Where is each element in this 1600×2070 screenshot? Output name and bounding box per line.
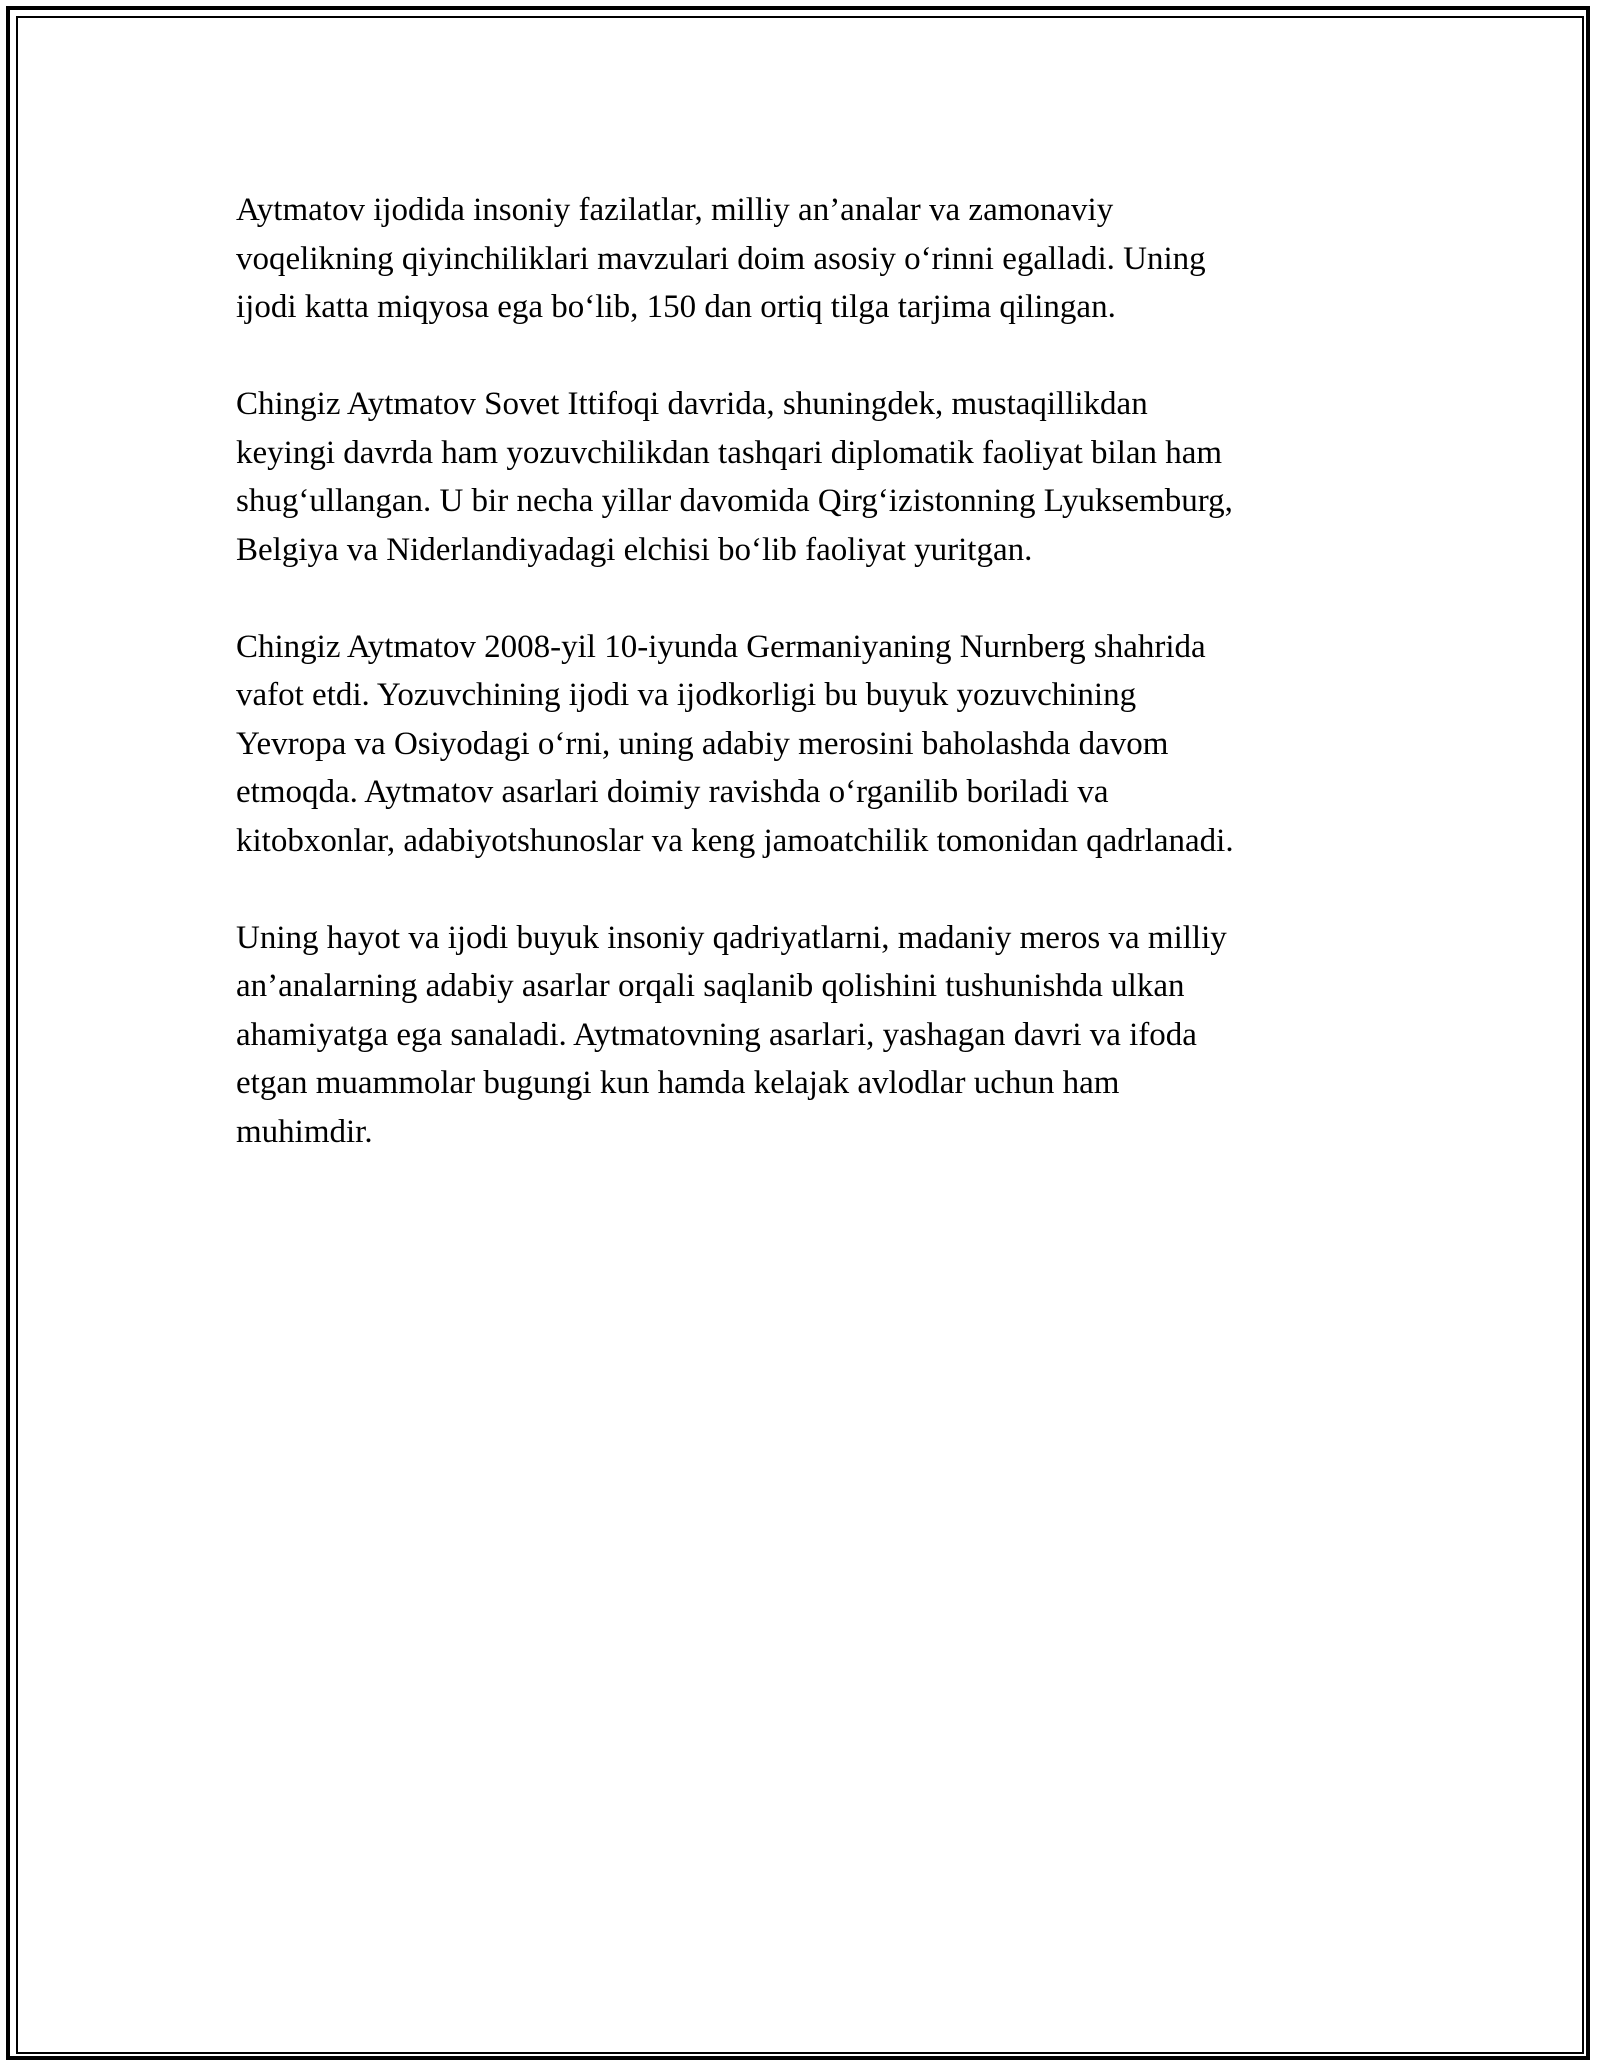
paragraph-4: Uning hayot va ijodi buyuk insoniy qadriyatlarni, madaniy meros va milliy an’analarning adabiy asarlar orqali saqlanib qolishini tushunishda ulkan ahamiyatga ega sanaladi. Aytmatovning asarlari, yashagan davri va ifoda etgan muammolar bugungi kun hamda kelajak avlodlar uchun ham muhimdir. bbox=[236, 919, 1227, 1150]
paragraph-3: Chingiz Aytmatov 2008-yil 10-iyunda Germaniyaning Nurnberg shahrida vafot etdi. Yozuvchining ijodi va ijodkorligi bu buyuk yozuvchining Yevropa va Osiyodagi o‘rni, uning adabiy merosini baholashda davom etmoqda. Aytmatov asarlari doimiy ravishda o‘rganilib boriladi va kitobxonlar, adabiyotshunoslar va keng jamoatchilik tomonidan qadrlanadi. bbox=[236, 628, 1234, 859]
document-body bbox=[236, 186, 1376, 1205]
paragraph-2: Chingiz Aytmatov Sovet Ittifoqi davrida, shuningdek, mustaqillikdan keyingi davrda ham yozuvchilikdan tashqari diplomatik faoliyat bilan ham shug‘ullangan. U bir necha yillar davomida Qirg‘izistonning Lyuksemburg, Belgiya va Niderlandiyadagi elchisi bo‘lib faoliyat yuritgan. bbox=[236, 386, 1233, 568]
paragraph-1: Aytmatov ijodida insoniy fazilatlar, milliy an’analar va zamonaviy voqelikning qiyinchiliklari mavzulari doim asosiy o‘rinni egalladi. Uning ijodi katta miqyosa ega bo‘lib, 150 dan ortiq tilga tarjima qilingan. bbox=[236, 192, 1206, 325]
